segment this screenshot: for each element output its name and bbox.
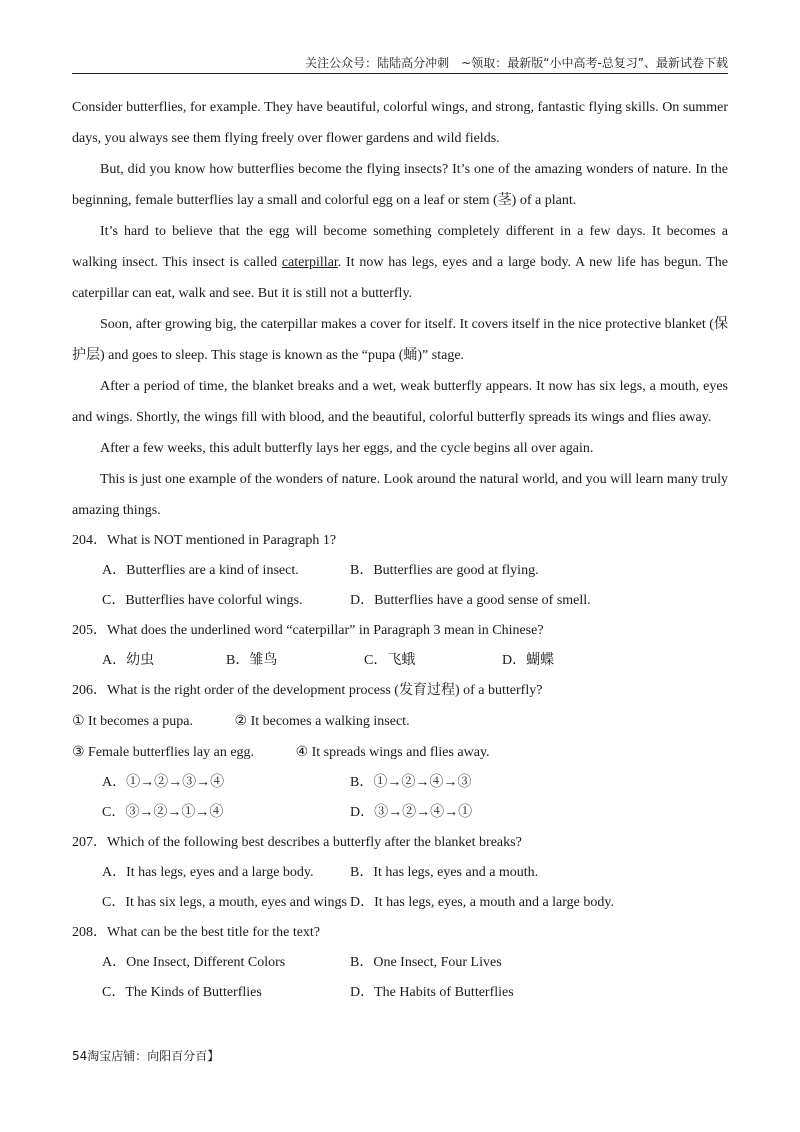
q206-option-d: D．③→②→④→① <box>350 805 473 820</box>
question-205-options-row <box>72 646 728 676</box>
passage-paragraph-5: After a period of time, the blanket breaks and a wet, weak butterfly appears. It now has six legs, a mouth, eyes and wings. Shortly, the wings fill with blood, and the beautiful, colorful butterfly spreads its wings and flies away. <box>72 379 728 425</box>
q206-option-a: A．①→②→③→④ <box>102 775 225 790</box>
document-body <box>72 92 728 1008</box>
question-206-steps-row-1 <box>72 706 728 737</box>
passage-paragraph-1: Consider butterflies, for example. They have beautiful, colorful wings, and strong, fantastic flying skills. On summer days, you always see them flying freely over flower gardens and wild fields. <box>72 100 728 146</box>
question-206-stem: 206．What is the right order of the development process (发育过程) of a butterfly? <box>72 683 543 698</box>
question-206-steps-row-2 <box>72 737 728 768</box>
question-207-stem: 207．Which of the following best describes a butterfly after the blanket breaks? <box>72 835 522 850</box>
question-206-options-row-2 <box>72 798 728 828</box>
question-207-options-row-2 <box>72 888 728 918</box>
header-divider <box>72 73 728 74</box>
q205-option-b: B．雏鸟 <box>226 653 278 668</box>
question-204-options-row-1 <box>72 556 728 586</box>
question-205-stem: 205．What does the underlined word “caterpillar” in Paragraph 3 mean in Chinese? <box>72 623 544 638</box>
question-208-options-row-1 <box>72 948 728 978</box>
p3-text-after: . It now has legs, eyes and a large body. A new life has begun. The caterpillar can eat, walk and see. But it is still not a butterfly. <box>72 255 728 301</box>
q208-option-a: A．One Insect, Different Colors <box>102 955 286 970</box>
page-header: 关注公众号：陆陆高分冲刺 ~领取：最新版“小中高考-总复习”、最新试卷下载 <box>305 56 728 70</box>
q207-option-c: C．It has six legs, a mouth, eyes and wings <box>102 895 347 910</box>
q204-option-d: D．Butterflies have a good sense of smell. <box>350 593 591 608</box>
p3-text-before: It’s hard to believe that the egg will become something completely different in a few days. It becomes a walking insect. This insect is called <box>72 224 728 270</box>
passage-paragraph-2: But, did you know how butterflies become the flying insects? It’s one of the amazing wonders of nature. In the beginning, female butterflies lay a small and colorful egg on a leaf or stem (茎) of a plant. <box>72 162 728 208</box>
q206-option-c: C．③→②→①→④ <box>102 805 224 820</box>
q206-step-2: ② It becomes a walking insect. <box>234 714 410 729</box>
q208-option-b: B．One Insect, Four Lives <box>350 955 502 970</box>
passage-paragraph-6: After a few weeks, this adult butterfly lays her eggs, and the cycle begins all over again. <box>100 441 594 456</box>
q205-option-a: A．幼虫 <box>102 653 155 668</box>
question-208-stem: 208．What can be the best title for the text? <box>72 925 321 940</box>
page-footer: 54淘宝店铺：向阳百分百】 <box>72 1049 220 1063</box>
q206-option-b: B．①→②→④→③ <box>350 775 472 790</box>
question-208-options-row-2 <box>72 978 728 1008</box>
question-204-stem: 204．What is NOT mentioned in Paragraph 1? <box>72 533 337 548</box>
q208-option-c: C．The Kinds of Butterflies <box>102 985 262 1000</box>
question-204-options-row-2 <box>72 586 728 616</box>
q207-option-d: D．It has legs, eyes, a mouth and a large body. <box>350 895 614 910</box>
q204-option-c: C．Butterflies have colorful wings. <box>102 593 303 608</box>
q205-option-c: C．飞蛾 <box>364 653 416 668</box>
q206-step-1: ① It becomes a pupa. <box>72 714 194 729</box>
q204-option-b: B．Butterflies are good at flying. <box>350 563 539 578</box>
q206-step-3: ③ Female butterflies lay an egg. <box>72 745 255 760</box>
passage-paragraph-3 <box>72 216 728 309</box>
q207-option-a: A．It has legs, eyes and a large body. <box>102 865 314 880</box>
q205-option-d: D．蝴蝶 <box>502 653 555 668</box>
q207-option-b: B．It has legs, eyes and a mouth. <box>350 865 539 880</box>
underlined-word-caterpillar: caterpillar <box>281 255 338 270</box>
passage-paragraph-7: This is just one example of the wonders of nature. Look around the natural world, and you will learn many truly amazing things. <box>72 472 728 518</box>
q206-step-4: ④ It spreads wings and flies away. <box>295 745 490 760</box>
q204-option-a: A．Butterflies are a kind of insect. <box>102 563 299 578</box>
q208-option-d: D．The Habits of Butterflies <box>350 985 514 1000</box>
question-207-options-row-1 <box>72 858 728 888</box>
passage-paragraph-4: Soon, after growing big, the caterpillar makes a cover for itself. It covers itself in the nice protective blanket (保护层) and goes to sleep. This stage is known as the “pupa (蛹)” stage. <box>72 317 728 363</box>
question-206-options-row-1 <box>72 768 728 798</box>
